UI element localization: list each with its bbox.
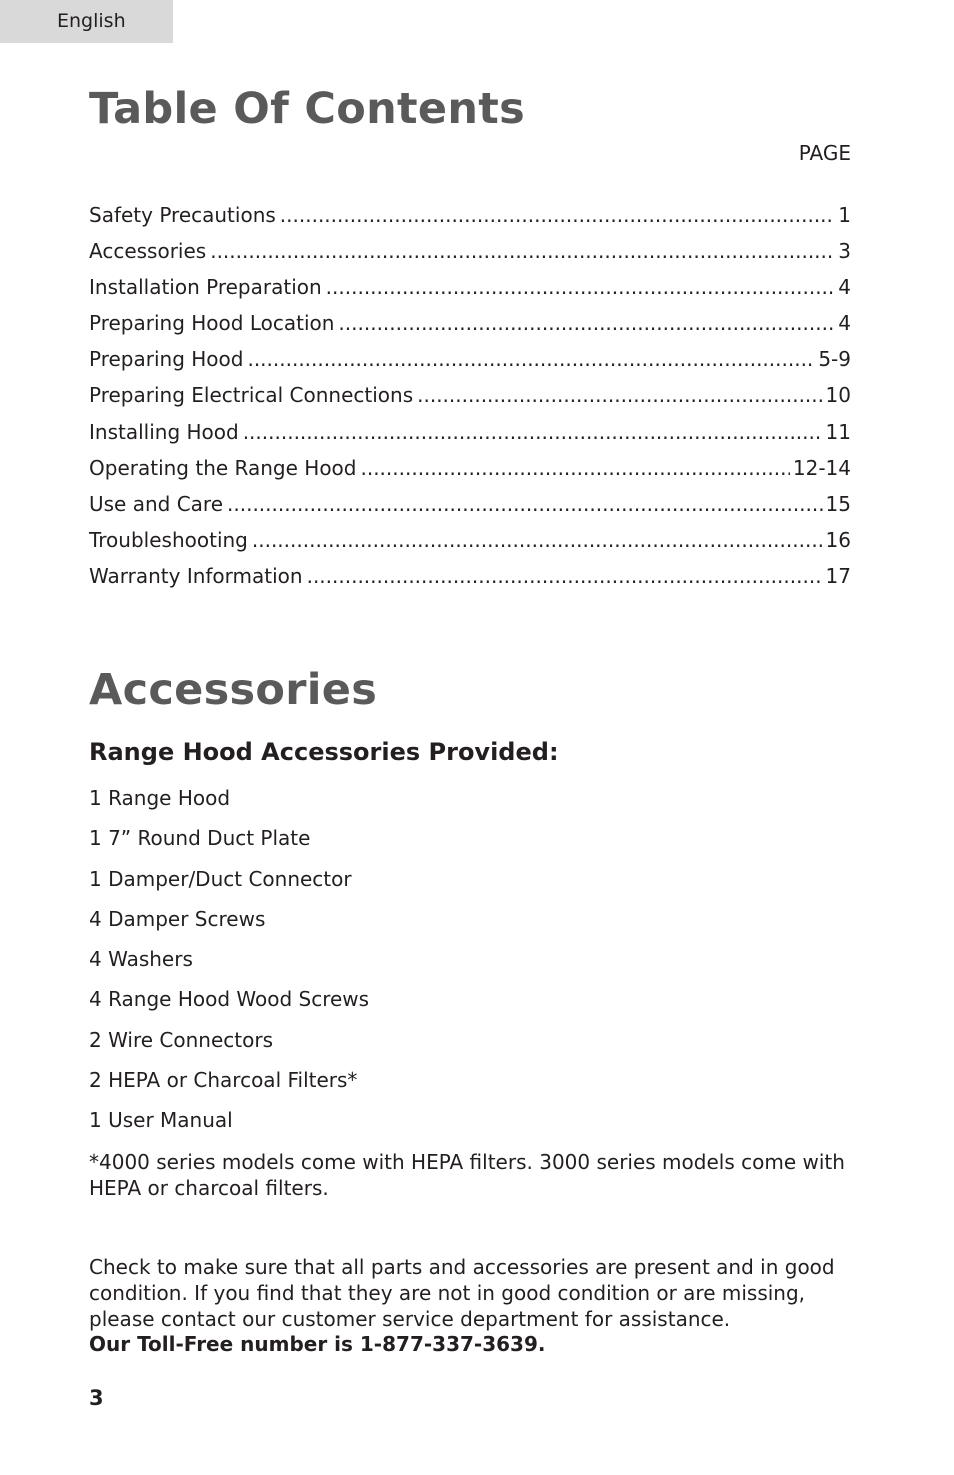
toc-entry-page: 5-9 bbox=[818, 347, 851, 372]
list-item: 1 Damper/Duct Connector bbox=[89, 866, 352, 891]
toc-entry-accessories bbox=[89, 235, 851, 271]
table-of-contents bbox=[89, 199, 851, 596]
toc-entry-label: Safety Precautions bbox=[89, 203, 276, 227]
dot-leader bbox=[247, 343, 815, 375]
toc-entry-installation-preparation bbox=[89, 271, 851, 307]
dot-leader bbox=[280, 199, 835, 231]
dot-leader bbox=[243, 416, 823, 448]
dot-leader bbox=[252, 524, 823, 556]
dot-leader bbox=[326, 271, 836, 303]
toc-entry-label: Troubleshooting bbox=[89, 527, 248, 552]
list-item: 1 7” Round Duct Plate bbox=[89, 826, 311, 851]
toc-entry-label: Preparing Hood bbox=[89, 347, 244, 372]
list-item: 4 Washers bbox=[89, 947, 193, 972]
toc-entry-page: 4 bbox=[838, 311, 851, 336]
dot-leader bbox=[210, 235, 835, 267]
toc-entry-page: 16 bbox=[825, 527, 851, 552]
toc-entry-label: Operating the Range Hood bbox=[89, 455, 357, 480]
dot-leader bbox=[360, 452, 789, 484]
toc-entry-page: 10 bbox=[825, 383, 851, 408]
toc-entry-operating-the-range-hood bbox=[89, 452, 851, 488]
toc-entry-label: Warranty Information bbox=[89, 563, 303, 588]
accessories-title: Accessories bbox=[89, 665, 378, 715]
language-tab: English bbox=[0, 0, 173, 43]
toc-entry-page: 11 bbox=[825, 419, 851, 444]
dot-leader bbox=[417, 379, 822, 411]
toc-entry-preparing-hood bbox=[89, 343, 851, 379]
toc-entry-label: Use and Care bbox=[89, 491, 224, 516]
toc-entry-page: 3 bbox=[838, 239, 851, 264]
toc-entry-label: Preparing Hood Location bbox=[89, 311, 335, 336]
dot-leader bbox=[227, 488, 823, 520]
toc-entry-use-and-care bbox=[89, 488, 851, 524]
toc-entry-troubleshooting bbox=[89, 524, 851, 560]
toc-entry-safety-precautions bbox=[89, 199, 851, 235]
list-item: 1 Range Hood bbox=[89, 786, 231, 810]
toc-entry-preparing-electrical-connections bbox=[89, 379, 851, 415]
list-item: 2 HEPA or Charcoal Filters* bbox=[89, 1068, 358, 1093]
toc-entry-label: Preparing Electrical Connections bbox=[89, 383, 414, 408]
page-number: 3 bbox=[89, 1386, 104, 1410]
accessories-subheading: Range Hood Accessories Provided: bbox=[89, 738, 559, 766]
toc-entry-installing-hood bbox=[89, 416, 851, 452]
filters-footnote: *4000 series models come with HEPA filters. 3000 series models come with HEPA or charcoal filters. bbox=[89, 1150, 845, 1200]
toc-entry-label: Installing Hood bbox=[89, 419, 239, 444]
toc-entry-page: 4 bbox=[838, 275, 851, 300]
list-item: 4 Damper Screws bbox=[89, 906, 266, 931]
toc-entry-page: 15 bbox=[825, 491, 851, 516]
toc-title: Table Of Contents bbox=[89, 84, 525, 134]
toc-entry-warranty-information bbox=[89, 560, 851, 596]
toc-entry-page: 12-14 bbox=[792, 455, 851, 480]
list-item: 1 User Manual bbox=[89, 1108, 233, 1133]
check-parts-paragraph: Check to make sure that all parts and accessories are present and in good condition. If you find that they are not in good condition or are missing, please contact our customer service department for assistance. bbox=[89, 1255, 835, 1331]
list-item: 4 Range Hood Wood Screws bbox=[89, 987, 370, 1012]
toll-free-number: Our Toll-Free number is 1-877-337-3639. bbox=[89, 1332, 546, 1356]
toc-entry-page: 1 bbox=[838, 203, 851, 227]
dot-leader bbox=[307, 560, 823, 592]
toc-entry-page: 17 bbox=[825, 563, 851, 588]
toc-entry-label: Accessories bbox=[89, 239, 207, 264]
list-item: 2 Wire Connectors bbox=[89, 1027, 273, 1052]
toc-entry-preparing-hood-location bbox=[89, 307, 851, 343]
toc-entry-label: Installation Preparation bbox=[89, 275, 322, 300]
toc-page-column-label: PAGE bbox=[798, 141, 851, 165]
dot-leader bbox=[338, 307, 835, 339]
accessories-list bbox=[89, 782, 369, 1145]
